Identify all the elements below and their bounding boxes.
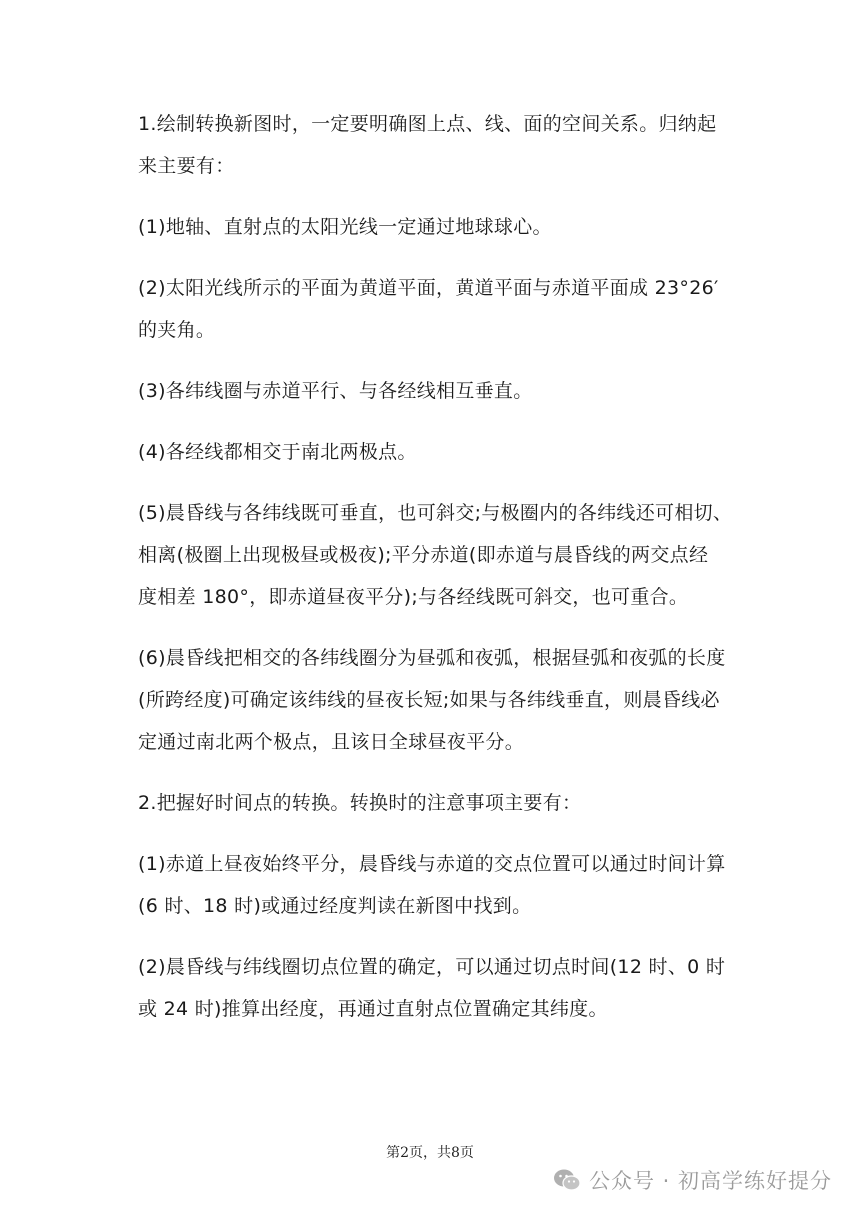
paragraph-10 <box>138 946 728 1030</box>
paragraph-line: (2)太阳光线所示的平面为黄道平面，黄道平面与赤道平面成 23°26′ <box>138 277 719 299</box>
paragraph-line: 定通过南北两个极点，且该日全球昼夜平分。 <box>138 731 525 753</box>
paragraph-1 <box>138 103 728 187</box>
paragraph-line: (1)赤道上昼夜始终平分，晨昏线与赤道的交点位置可以通过时间计算 <box>138 853 726 875</box>
paragraph-line: 的夹角。 <box>138 319 216 341</box>
watermark-text: 公众号 · 初高学练好提分 <box>588 1169 832 1193</box>
paragraph-6 <box>138 492 733 618</box>
paragraph-line: 度相差 180°，即赤道昼夜平分);与各经线既可斜交，也可重合。 <box>138 586 689 608</box>
paragraph-line: 来主要有： <box>138 155 235 177</box>
paragraph-2 <box>138 206 728 248</box>
page-number: 第2页，共8页 <box>386 1145 474 1161</box>
watermark <box>553 1165 832 1195</box>
paragraph-line: (6)晨昏线把相交的各纬线圈分为昼弧和夜弧，根据昼弧和夜弧的长度 <box>138 647 726 669</box>
paragraph-line: 2.把握好时间点的转换。转换时的注意事项主要有： <box>138 792 582 814</box>
paragraph-line: (6 时、18 时)或通过经度判读在新图中找到。 <box>138 895 532 917</box>
document-body <box>138 103 733 1049</box>
paragraph-line: (3)各纬线圈与赤道平行、与各经线相互垂直。 <box>138 380 533 402</box>
paragraph-line: (5)晨昏线与各纬线既可垂直，也可斜交;与极圈内的各纬线还可相切、 <box>138 502 733 524</box>
paragraph-8 <box>138 782 728 824</box>
paragraph-line: (2)晨昏线与纬线圈切点位置的确定，可以通过切点时间(12 时、0 时 <box>138 956 726 978</box>
paragraph-line: 1.绘制转换新图时，一定要明确图上点、线、面的空间关系。归纳起 <box>138 113 717 135</box>
paragraph-3 <box>138 267 728 351</box>
paragraph-7 <box>138 637 728 763</box>
paragraph-5 <box>138 431 728 473</box>
paragraph-9 <box>138 843 728 927</box>
paragraph-line: (4)各经线都相交于南北两极点。 <box>138 441 417 463</box>
paragraph-line: (所跨经度)可确定该纬线的昼夜长短;如果与各纬线垂直，则晨昏线必 <box>138 689 720 711</box>
paragraph-line: 或 24 时)推算出经度，再通过直射点位置确定其纬度。 <box>138 998 608 1020</box>
paragraph-4 <box>138 370 728 412</box>
wechat-icon <box>553 1168 581 1192</box>
paragraph-line: 相离(极圈上出现极昼或极夜);平分赤道(即赤道与晨昏线的两交点经 <box>138 544 709 566</box>
paragraph-line: (1)地轴、直射点的太阳光线一定通过地球球心。 <box>138 216 552 238</box>
